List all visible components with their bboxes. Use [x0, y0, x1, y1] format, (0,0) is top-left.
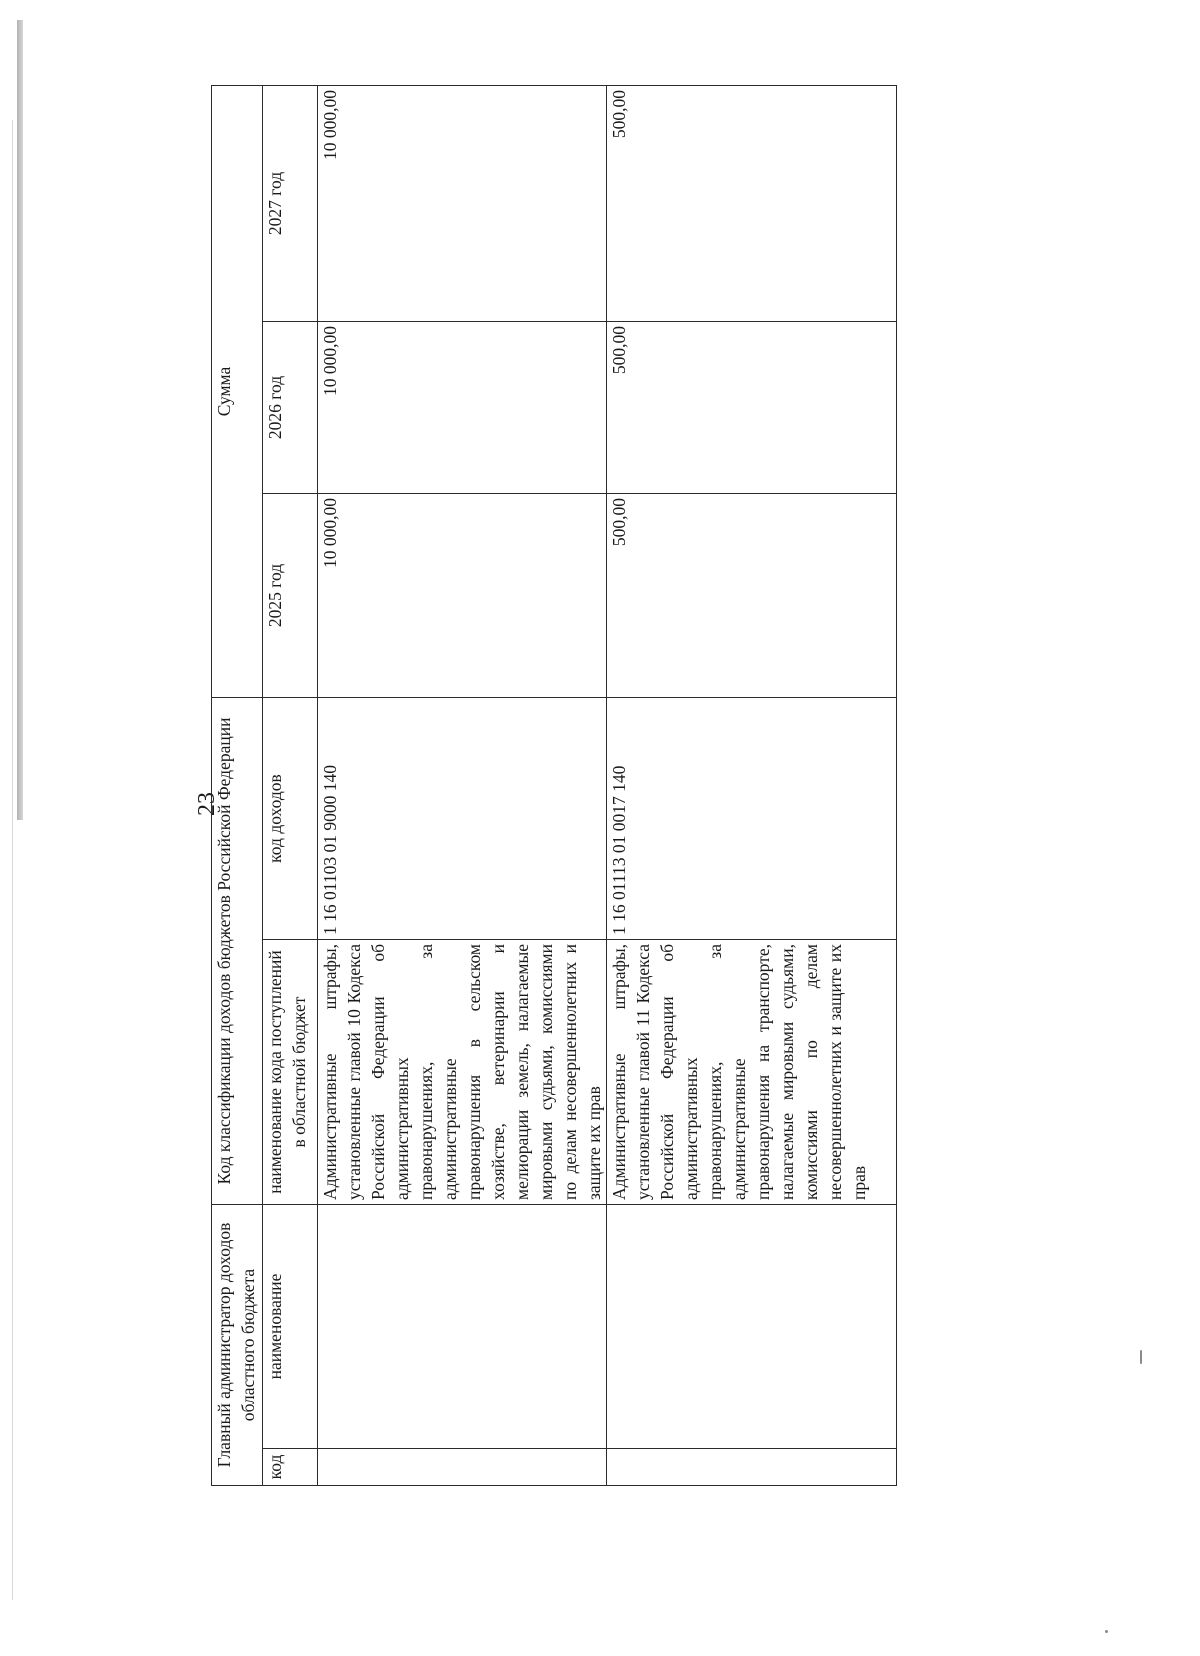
cell-income-description: Административные штрафы, установленные главой 10 Кодекса Российской Федерации об административных правонарушениях, за административные правонарушения в сельском хозяйстве, ветеринарии и мелиорации земель, налагаемые мировыми судьями, комиссиями по делам несовершеннолетних и защите их прав: [318, 940, 607, 1205]
cell-income-description: Административные штрафы, установленные главой 11 Кодекса Российской Федерации об административных правонарушениях, за административные правонарушения на транспорте, налагаемые мировыми судьями, комиссиями по делам несовершеннолетних и защите их прав: [607, 940, 897, 1205]
header-year-2026: 2026 год: [263, 322, 318, 494]
cell-admin-code: [318, 1449, 607, 1486]
scan-edge-artifact: [17, 20, 23, 820]
cell-income-code: 1 16 01103 01 9000 140: [318, 698, 607, 940]
header-income-code: код доходов: [263, 698, 318, 940]
table-row: [607, 85, 897, 1485]
header-sum-group: Сумма: [212, 85, 263, 697]
header-year-2025: 2025 год: [263, 494, 318, 698]
header-classification-group: Код классификации доходов бюджетов Российской Федерации: [212, 698, 263, 1205]
income-classification-table: [211, 85, 897, 1486]
rotated-sheet: [211, 86, 899, 1486]
cell-amount-2026: 10 000,00: [318, 322, 607, 494]
header-year-2027: 2027 год: [263, 85, 318, 321]
cell-admin-code: [607, 1449, 897, 1486]
header-admin-name: наименование: [263, 1205, 318, 1449]
cell-admin-name: [318, 1205, 607, 1449]
header-row-groups: [212, 85, 263, 1485]
header-admin-code: код: [263, 1449, 318, 1486]
cell-amount-2026: 500,00: [607, 322, 897, 494]
cell-income-code: 1 16 01113 01 0017 140: [607, 698, 897, 940]
cell-admin-name: [607, 1205, 897, 1449]
scan-speck: [1140, 1350, 1142, 1364]
scan-speck: [1105, 1630, 1108, 1633]
table-row: [318, 85, 607, 1485]
header-admin-group: Главный администратор доходов областного бюджета: [212, 1205, 263, 1486]
cell-amount-2025: 10 000,00: [318, 494, 607, 698]
cell-amount-2025: 500,00: [607, 494, 897, 698]
scan-line-artifact: [12, 120, 13, 1600]
header-income-name: наименование кода поступлений в областной бюджет: [263, 940, 318, 1205]
cell-amount-2027: 10 000,00: [318, 85, 607, 321]
header-row-columns: [263, 85, 318, 1485]
cell-amount-2027: 500,00: [607, 85, 897, 321]
page-number: 23: [194, 792, 220, 816]
